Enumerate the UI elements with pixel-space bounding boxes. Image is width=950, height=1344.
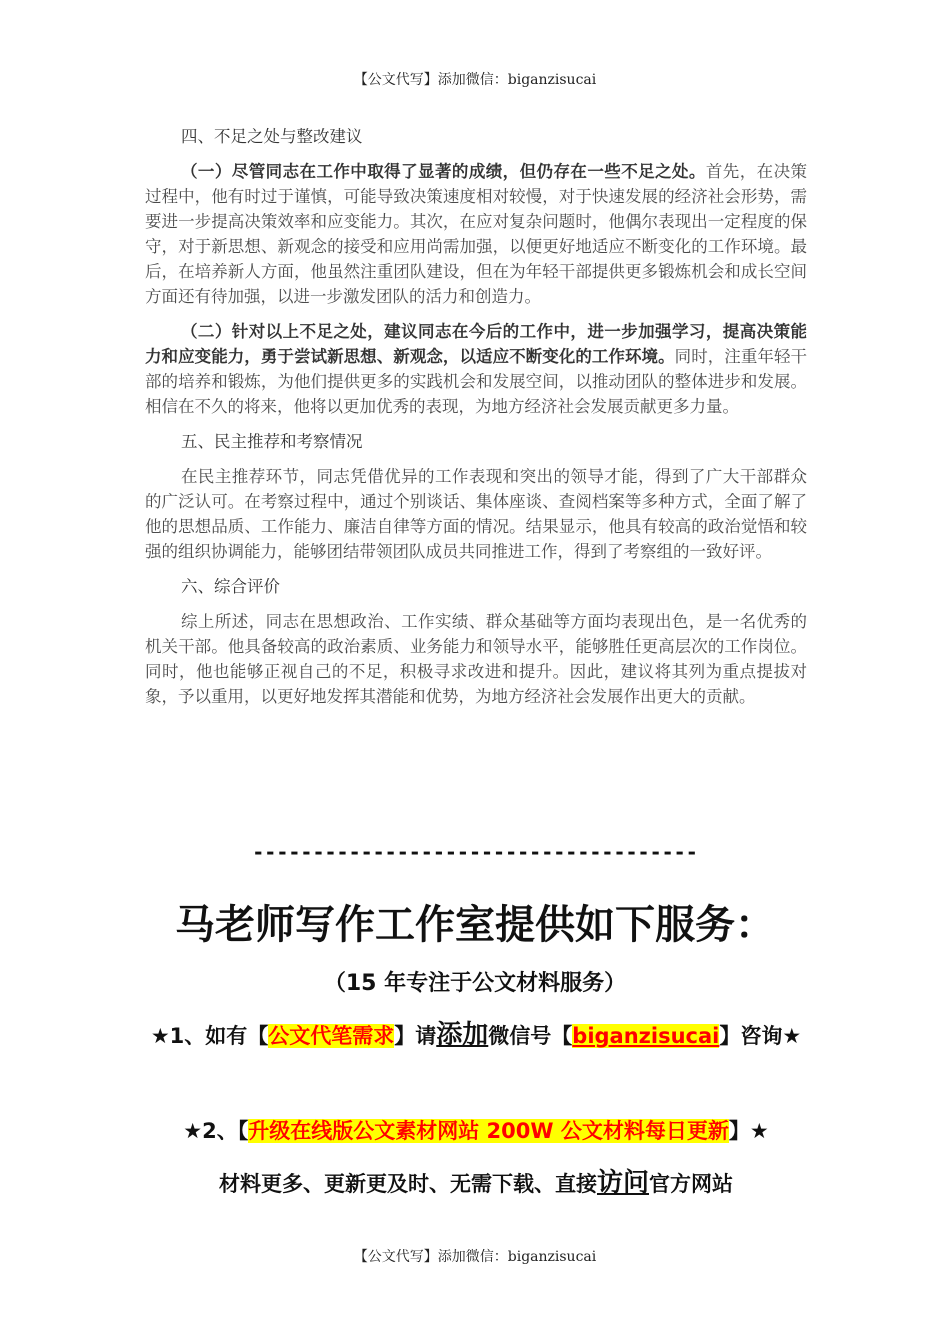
ad-line-1-highlight: 公文代笔需求 — [268, 1024, 395, 1048]
ad-line-3-prefix: 材料更多、更新更及时、无需下载、直接 — [218, 1172, 597, 1196]
section-6-title: 六、综合评价 — [181, 577, 280, 596]
ad-line-2-prefix: ★2、【 — [183, 1119, 249, 1143]
section-6-paragraph-1: 综上所述，同志在思想政治、工作实绩、群众基础等方面均表现出色，是一名优秀的机关干部。他具备较高的政治素质、业务能力和领导水平，能够胜任更高层次的工作岗位。同时，他也能够正视自己的不足，积极寻求改进和提升。因此，建议将其列为重点提拔对象，予以重用，以更好地发挥其潜能和优势，为地方经济社会发展作出更大的贡献。 — [145, 612, 807, 706]
ad-line-3 — [145, 1158, 807, 1209]
ad-line-2-highlight: 升级在线版公文素材网站 200W 公文材料每日更新 — [248, 1119, 729, 1143]
ad-line-1-suffix: 】咨询★ — [719, 1024, 802, 1048]
ad-line-1-mid: 】请 — [394, 1024, 437, 1048]
section-4-paragraph-1-text: 首先，在决策过程中，他有时过于谨慎，可能导致决策速度相对较慢，对于快速发展的经济社会形势，需要进一步提高决策效率和应变能力。其次，在应对复杂问题时，他偶尔表现出一定程度的保守，对于新思想、新观念的接受和应用尚需加强，以便更好地适应不断变化的工作环境。最后，在培养新人方面，他虽然注重团队建设，但在为年轻干部提供更多锻炼机会和成长空间方面还有待加强，以进一步激发团队的活力和创造力。 — [145, 162, 808, 306]
section-4-paragraph-2-text: 同时，注重年轻干部的培养和锻炼，为他们提供更多的实践机会和发展空间，以推动团队的整体进步和发展。相信在不久的将来，他将以更加优秀的表现，为地方经济社会发展贡献更多力量。 — [145, 347, 807, 416]
ad-line-1 — [145, 1010, 807, 1061]
ad-line-2 — [145, 1106, 807, 1156]
ad-line-2-suffix: 】★ — [728, 1119, 769, 1143]
ad-line-3-suffix: 官方网站 — [649, 1172, 733, 1196]
section-5-title: 五、民主推荐和考察情况 — [181, 432, 363, 451]
section-4-title: 四、不足之处与整改建议 — [181, 127, 363, 146]
wechat-id-link[interactable]: biganzisucai — [572, 1024, 720, 1048]
document-body — [145, 124, 807, 719]
ad-subtitle: （15 年专注于公文材料服务） — [323, 971, 627, 996]
page-header: 【公文代写】添加微信：biganzisucai — [353, 72, 597, 88]
section-4-paragraph-1 — [145, 159, 807, 309]
ad-line-1-prefix: ★1、如有【 — [150, 1024, 269, 1048]
section-4-paragraph-2 — [145, 319, 807, 419]
ad-line-3-visit[interactable]: 访问 — [596, 1168, 649, 1198]
section-4-paragraph-1-lead: （一）尽管同志在工作中取得了显著的成绩，但仍存在一些不足之处。 — [181, 162, 706, 181]
page-footer: 【公文代写】添加微信：biganzisucai — [353, 1249, 597, 1265]
ad-line-1-add: 添加 — [436, 1020, 489, 1050]
section-4-paragraph-2-lead: （二）针对以上不足之处，建议同志在今后的工作中，进一步加强学习，提高决策能力和应变能力，勇于尝试新思想、新观念，以适应不断变化的工作环境。 — [145, 322, 807, 366]
ad-title: 马老师写作工作室提供如下服务： — [175, 902, 775, 948]
ad-line-1-wechat-label: 微信号【 — [488, 1024, 573, 1048]
divider: ------------------------------------- — [252, 840, 698, 864]
section-5-paragraph-1: 在民主推荐环节，同志凭借优异的工作表现和突出的领导才能，得到了广大干部群众的广泛认可。在考察过程中，通过个别谈话、集体座谈、查阅档案等多种方式，全面了解了他的思想品质、工作能力、廉洁自律等方面的情况。结果显示，他具有较高的政治觉悟和较强的组织协调能力，能够团结带领团队成员共同推进工作，得到了考察组的一致好评。 — [145, 467, 807, 561]
